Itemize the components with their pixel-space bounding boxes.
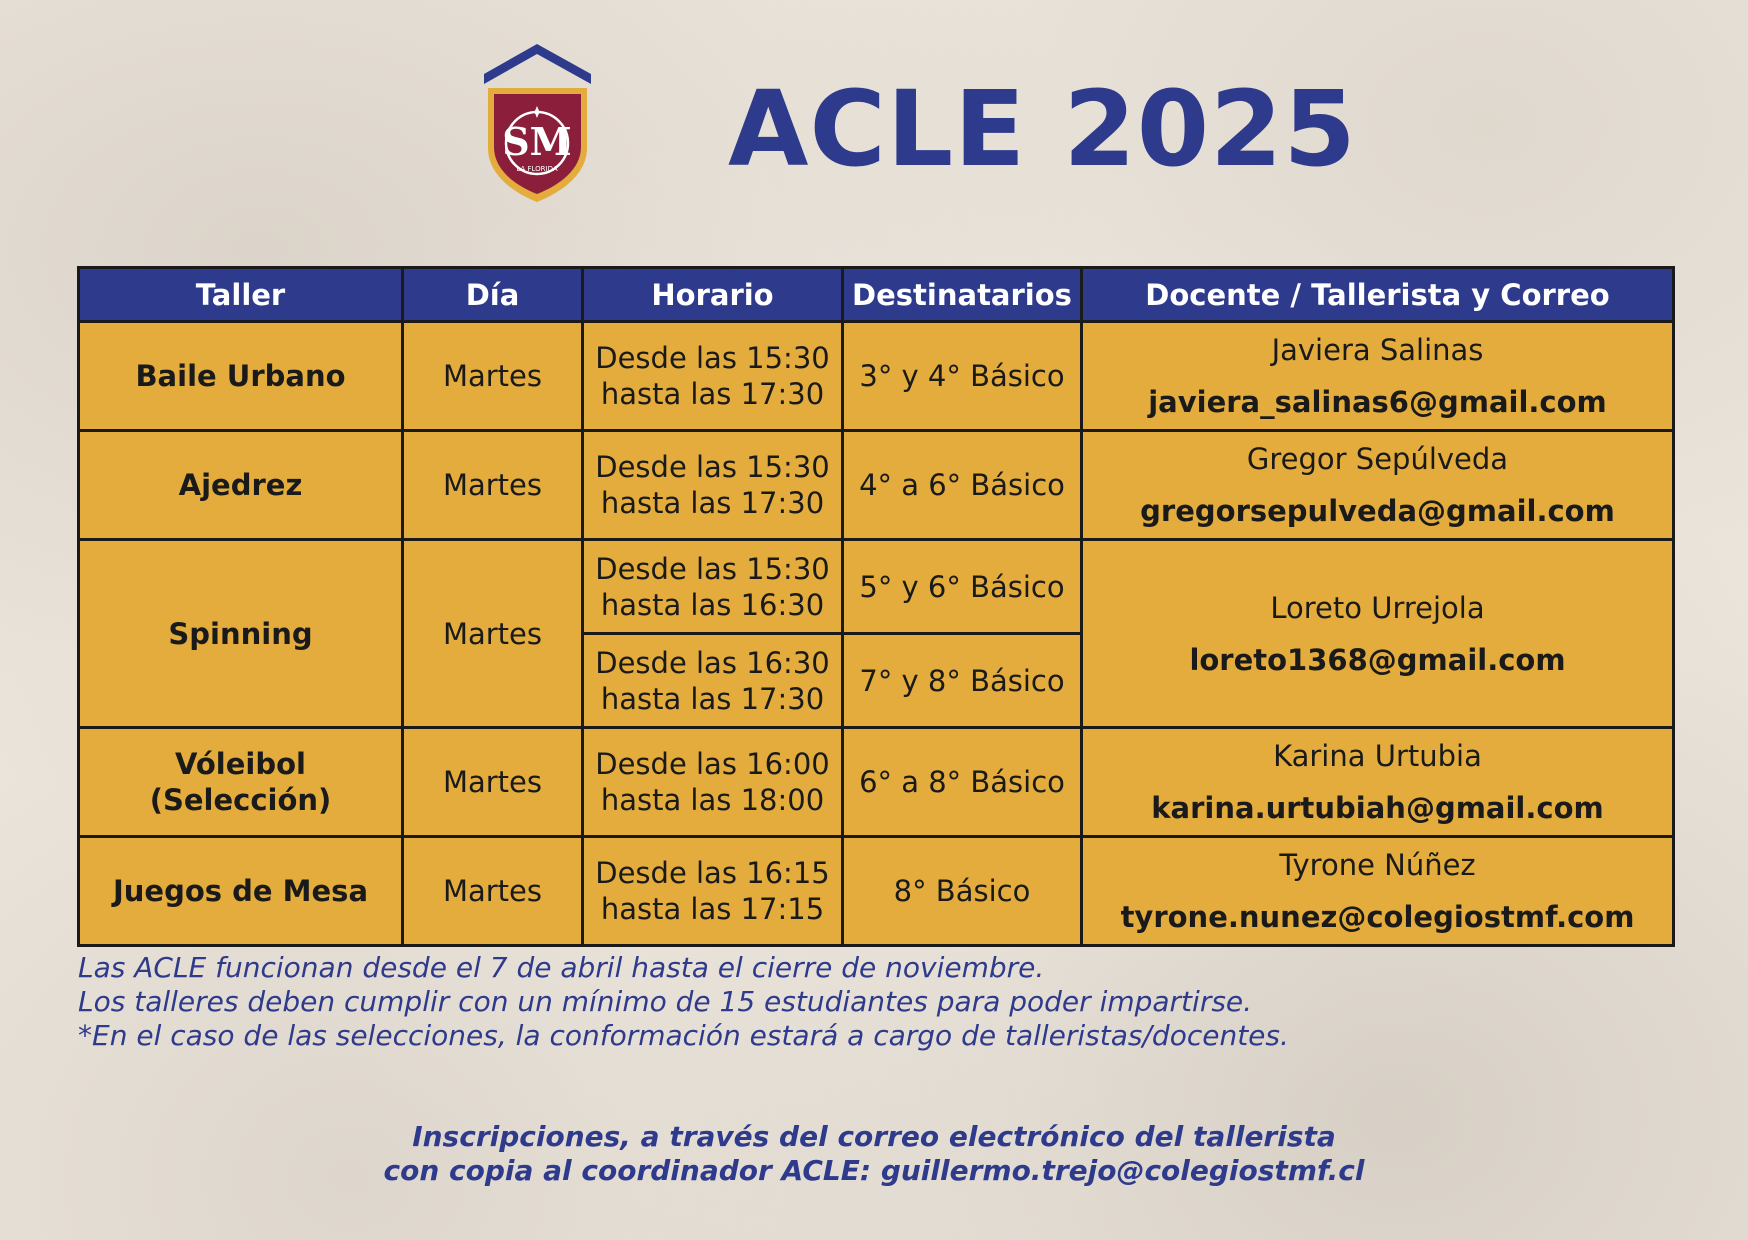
note-line: *En el caso de las selecciones, la conformación estará a cargo de talleristas/docentes. <box>78 1019 1289 1052</box>
cell-destinatarios: 7° y 8° Básico <box>843 634 1082 728</box>
header-horario: Horario <box>583 268 843 322</box>
docente-email: gregorsepulveda@gmail.com <box>1140 494 1615 528</box>
crest-monogram: SM <box>502 119 572 164</box>
docente-email: loreto1368@gmail.com <box>1189 642 1566 677</box>
cell-destinatarios: 4° a 6° Básico <box>843 431 1082 540</box>
cell-horario: Desde las 16:00 hasta las 18:00 <box>583 728 843 837</box>
table-row <box>79 728 1674 837</box>
cell-docente <box>1082 431 1674 540</box>
school-crest-logo <box>480 40 595 208</box>
cell-horario: Desde las 16:30 hasta las 17:30 <box>583 634 843 728</box>
cell-dia: Martes <box>403 837 583 946</box>
cell-docente <box>1082 322 1674 431</box>
cell-dia: Martes <box>403 322 583 431</box>
crest-caption: LA FLORIDA <box>516 165 558 173</box>
cell-dia: Martes <box>403 728 583 837</box>
docente-email: tyrone.nunez@colegiostmf.com <box>1120 900 1635 934</box>
table-row <box>79 322 1674 431</box>
docente-name: Loreto Urrejola <box>1270 590 1485 625</box>
page-title: ACLE 2025 <box>728 68 1357 190</box>
acle-schedule-table <box>77 266 1675 947</box>
cell-docente <box>1082 728 1674 837</box>
footer-line-1: Inscripciones, a través del correo electrónico del tallerista <box>412 1120 1336 1153</box>
cell-dia: Martes <box>403 540 583 728</box>
cell-taller: Vóleibol (Selección) <box>79 728 403 837</box>
cell-horario: Desde las 16:15 hasta las 17:15 <box>583 837 843 946</box>
cell-destinatarios: 6° a 8° Básico <box>843 728 1082 837</box>
cell-taller: Ajedrez <box>79 431 403 540</box>
cell-horario: Desde las 15:30 hasta las 16:30 <box>583 540 843 634</box>
docente-email: karina.urtubiah@gmail.com <box>1151 791 1604 825</box>
crest-icon <box>480 40 595 208</box>
cell-dia: Martes <box>403 431 583 540</box>
cell-taller: Juegos de Mesa <box>79 837 403 946</box>
cell-docente <box>1082 540 1674 728</box>
cell-taller: Baile Urbano <box>79 322 403 431</box>
cell-destinatarios: 5° y 6° Básico <box>843 540 1082 634</box>
table-row <box>79 837 1674 946</box>
footer-line-2: con copia al coordinador ACLE: guillermo.trejo@colegiostmf.cl <box>383 1154 1365 1187</box>
cell-horario: Desde las 15:30 hasta las 17:30 <box>583 431 843 540</box>
header-dia: Día <box>403 268 583 322</box>
cell-taller: Spinning <box>79 540 403 728</box>
header-docente: Docente / Tallerista y Correo <box>1082 268 1674 322</box>
notes-block <box>78 951 1289 1053</box>
cell-destinatarios: 3° y 4° Básico <box>843 322 1082 431</box>
cell-horario: Desde las 15:30 hasta las 17:30 <box>583 322 843 431</box>
docente-name: Karina Urtubia <box>1273 739 1482 773</box>
cell-destinatarios: 8° Básico <box>843 837 1082 946</box>
cell-docente <box>1082 837 1674 946</box>
docente-name: Tyrone Núñez <box>1279 848 1476 882</box>
table-header-row <box>79 268 1674 322</box>
header-taller: Taller <box>79 268 403 322</box>
docente-name: Javiera Salinas <box>1271 333 1484 367</box>
note-line: Las ACLE funcionan desde el 7 de abril hasta el cierre de noviembre. <box>78 951 1045 984</box>
note-line: Los talleres deben cumplir con un mínimo de 15 estudiantes para poder impartirse. <box>78 985 1253 1018</box>
docente-name: Gregor Sepúlveda <box>1246 442 1509 476</box>
registration-footer <box>0 1120 1748 1188</box>
header-destinatarios: Destinatarios <box>843 268 1082 322</box>
docente-email: javiera_salinas6@gmail.com <box>1148 385 1607 419</box>
table-row <box>79 540 1674 634</box>
table-row <box>79 431 1674 540</box>
